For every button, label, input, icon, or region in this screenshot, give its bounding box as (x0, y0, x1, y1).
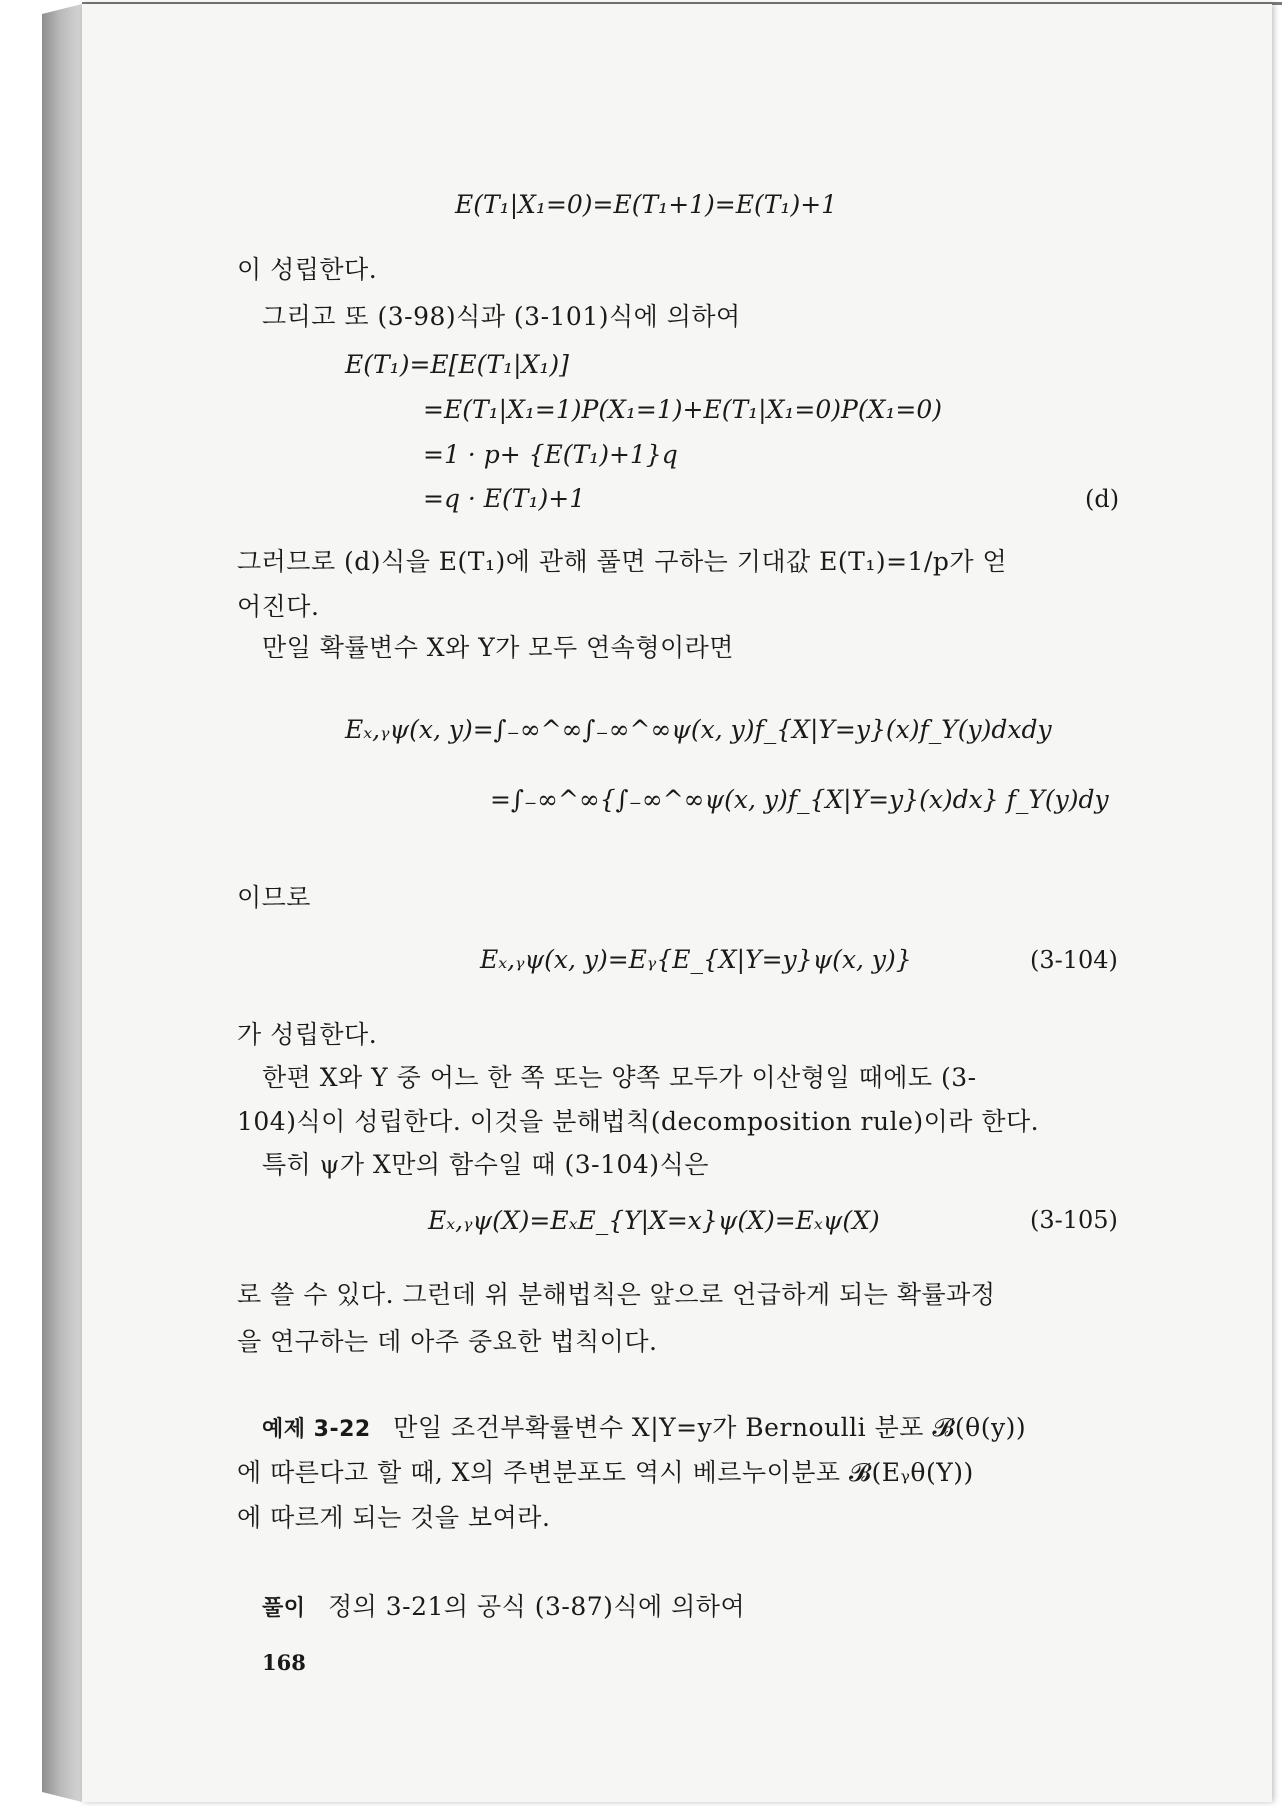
book-spine (42, 4, 82, 1802)
solution-text: 정의 3-21의 공식 (3-87)식에 의하여 (327, 1592, 746, 1621)
equation-tag-3-104: (3-104) (1030, 946, 1118, 974)
paragraph-line: 이 성립한다. (237, 255, 378, 284)
equation-3-105: Eₓ,ᵧψ(X)=EₓE_{Y|X=x}ψ(X)=Eₓψ(X) (428, 1206, 880, 1235)
paragraph-line: 그리고 또 (3-98)식과 (3-101)식에 의하여 (262, 302, 741, 331)
paragraph-line: 그러므로 (d)식을 E(T₁)에 관해 풀면 구하는 기대값 E(T₁)=1/p가 얻 (237, 547, 1008, 576)
paragraph-line: 만일 확률변수 X와 Y가 모두 연속형이라면 (262, 633, 734, 662)
solution-label: 풀이 (262, 1596, 306, 1621)
paragraph-line: 104)식이 성립한다. 이것을 분해법칙(decomposition rule)이라 한다. (237, 1107, 1040, 1136)
paragraph-line: 이므로 (237, 883, 311, 912)
paragraph-line: 로 쓸 수 있다. 그런데 위 분해법칙은 앞으로 언급하게 되는 확률과정 (237, 1280, 996, 1309)
paragraph-line: 가 성립한다. (237, 1020, 378, 1049)
equation-3-104: Eₓ,ᵧψ(x, y)=Eᵧ{E_{X|Y=y}ψ(x, y)} (480, 945, 912, 974)
page-number: 168 (262, 1650, 306, 1675)
example-heading-line (262, 1408, 1026, 1444)
equation-top: E(T₁|X₁=0)=E(T₁+1)=E(T₁)+1 (455, 190, 838, 219)
paragraph-line: 을 연구하는 데 아주 중요한 법칙이다. (237, 1327, 658, 1356)
equation-expectation-line-1: E(T₁)=E[E(T₁|X₁)] (345, 350, 569, 379)
example-label: 예제 3-22 (262, 1417, 371, 1442)
equation-tag-d: (d) (1085, 485, 1120, 513)
equation-double-integral-2: =∫₋∞^∞{∫₋∞^∞ψ(x, y)f_{X|Y=y}(x)dx} f_Y(y)dy (490, 785, 1109, 814)
paragraph-line: 에 따른다고 할 때, X의 주변분포도 역시 베르누이분포 𝓑(Eᵧθ(Y)) (237, 1458, 974, 1487)
equation-expectation-line-4: =q · E(T₁)+1 (423, 484, 586, 513)
solution-heading-line (262, 1587, 745, 1623)
equation-expectation-line-2: =E(T₁|X₁=1)P(X₁=1)+E(T₁|X₁=0)P(X₁=0) (423, 395, 942, 424)
equation-expectation-line-3: =1 · p+ {E(T₁)+1}q (423, 440, 678, 469)
paragraph-line: 에 따르게 되는 것을 보여라. (237, 1503, 551, 1532)
paragraph-line: 한편 X와 Y 중 어느 한 쪽 또는 양쪽 모두가 이산형일 때에도 (3- (262, 1063, 977, 1092)
equation-double-integral-1: Eₓ,ᵧψ(x, y)=∫₋∞^∞∫₋∞^∞ψ(x, y)f_{X|Y=y}(x)f_Y(y)dxdy (345, 715, 1052, 744)
paragraph-line: 어진다. (237, 592, 320, 621)
example-text: 만일 조건부확률변수 X|Y=y가 Bernoulli 분포 𝓑(θ(y)) (393, 1413, 1027, 1442)
paragraph-line: 특히 ψ가 X만의 함수일 때 (3-104)식은 (262, 1150, 709, 1179)
equation-tag-3-105: (3-105) (1030, 1206, 1118, 1234)
